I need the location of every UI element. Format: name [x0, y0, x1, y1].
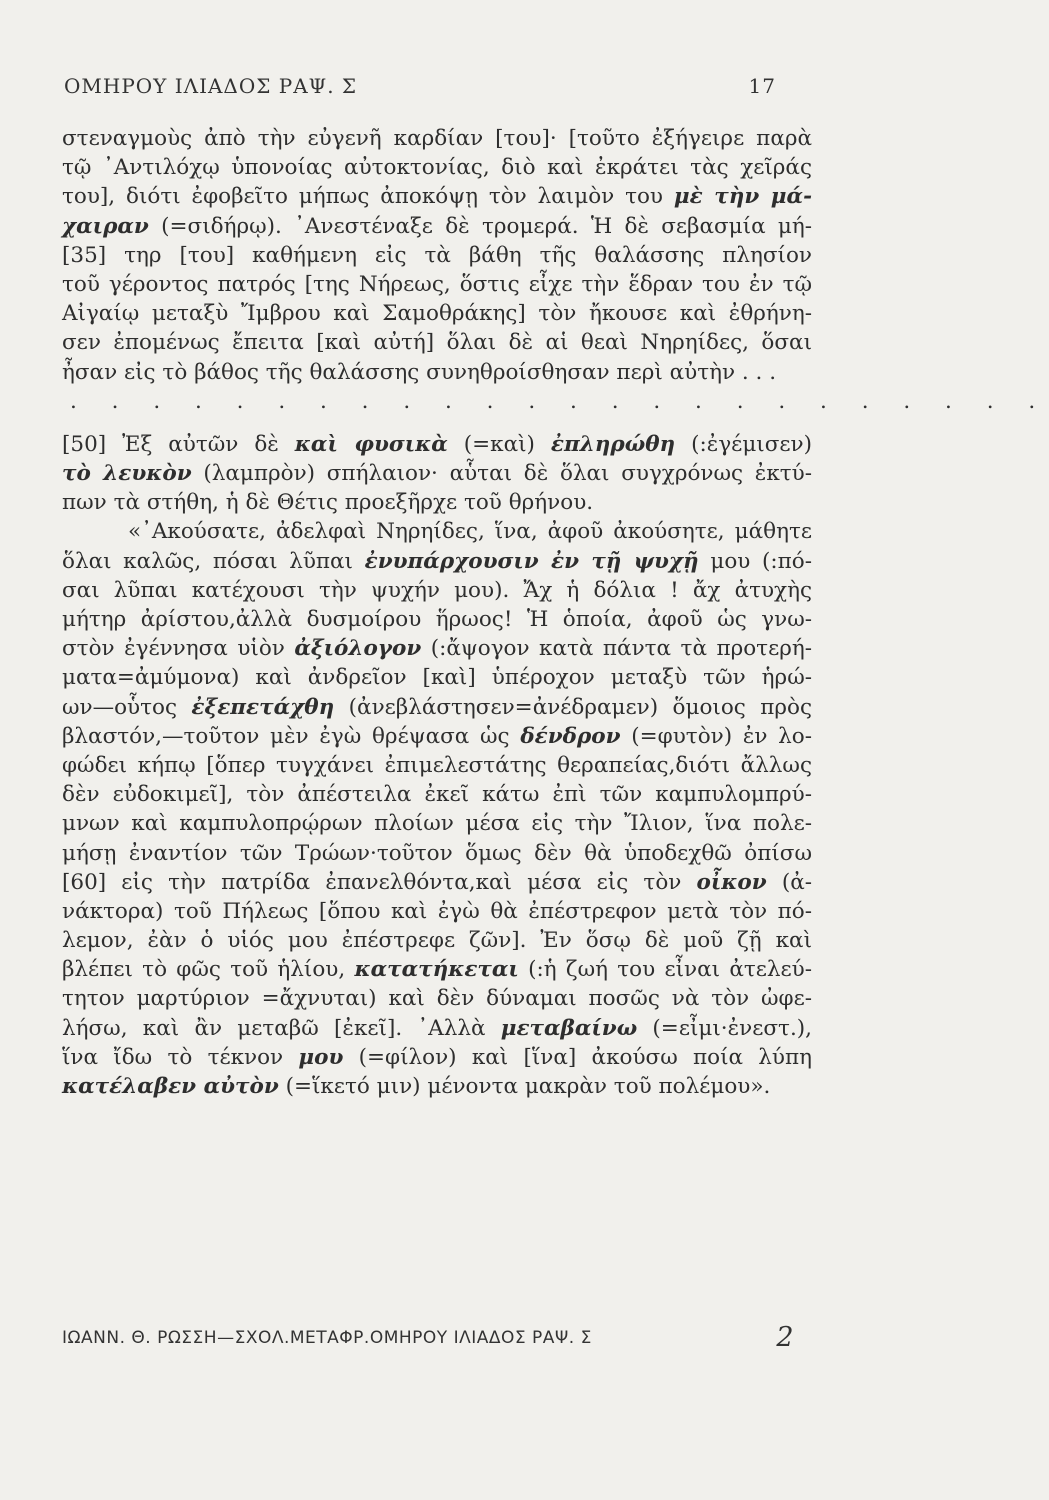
text-line [62, 693, 812, 722]
text-line [62, 358, 812, 387]
text-run: νάκτορα) τοῦ Πήλεως [ὅπου καὶ ἐγὼ θὰ ἐπέστρεφον μετὰ τὸν πό- [62, 898, 812, 924]
text-run: [50] Ἐξ αὐτῶν δὲ [62, 431, 295, 457]
text-run: (:ἄψογον κατὰ πάντα τὰ προτερή- [421, 636, 813, 662]
text-run: μνων καὶ καμπυλοπρῴρων πλοίων μέσα εἰς τὴν Ἴλιον, ἵνα πολε- [62, 811, 812, 837]
text-line [62, 517, 812, 546]
text-run: ἵνα ἴδω τὸ τέκνον [62, 1044, 299, 1070]
text-run: [60] εἰς τὴν πατρίδα ἐπανελθόντα,καὶ μέσα εἰς τὸν [62, 869, 697, 895]
text-line [62, 984, 812, 1013]
page-number: 17 [748, 74, 776, 98]
footer-text: ΙΩΑΝΝ. Θ. ΡΩΣΣΗ—ΣΧΟΛ.ΜΕΤΑΦΡ.ΟΜΗΡΟΥ ΙΛΙΑΔΟΣ ΡΑΨ. Σ [62, 1328, 592, 1348]
text-run: (ἀνεβλάστησεν=ἀνέδραμεν) ὅμοιος πρὸς [334, 694, 812, 720]
text-line [62, 153, 812, 182]
text-line [62, 328, 812, 357]
text-run: (=εἶμι·ἐνεστ.), [637, 1015, 813, 1041]
text-run: ὅλαι καλῶς, πόσαι λῦπαι [62, 548, 365, 574]
text-run: λεμον, ἐὰν ὁ υἱός μου ἐπέστρεφε ζῶν]. Ἐν ὅσῳ δὲ μοῦ ζῇ καὶ [62, 928, 812, 954]
signature-mark: 2 [776, 1322, 794, 1353]
text-run: [35] τηρ [του] καθήμενη εἰς τὰ βάθη τῆς θαλάσσης πλησίον [62, 242, 812, 268]
text-line [62, 124, 812, 153]
ellipsis-row: . . . . . . . . . . . . . . . . . . . . . . . . [70, 388, 1049, 414]
header-title: ΟΜΗΡΟΥ ΙΛΙΑΔΟΣ ΡΑΨ. Σ [64, 74, 358, 98]
emphasized-phrase: μὲ τὴν μά- [673, 184, 812, 210]
text-run: μήτηρ ἀρίστου,ἀλλὰ δυσμοίρου ἥρωος! Ἡ ὁποία, ἀφοῦ ὡς γνω- [62, 607, 812, 632]
text-run: (ἀ- [766, 869, 812, 895]
text-line [62, 780, 812, 809]
text-run: «᾿Ακούσατε, ἀδελφαὶ Νηρηίδες, ἵνα, ἀφοῦ ἀκούσητε, μάθητε [128, 519, 812, 545]
text-line [62, 663, 812, 692]
text-line [62, 839, 812, 868]
emphasized-phrase: καὶ φυσικὰ [294, 431, 448, 457]
text-run: (λαμπρὸν) σπήλαιον· αὗται δὲ ὅλαι συγχρόνως ἐκτύ- [191, 461, 812, 487]
text-line [62, 299, 812, 328]
text-run: Αἰγαίῳ μεταξὺ Ἴμβρου καὶ Σαμοθράκης] τὸν ἤκουσε καὶ ἐθρήνη- [62, 301, 812, 327]
signature-footer [62, 1322, 794, 1356]
emphasized-phrase: μεταβαίνω [500, 1015, 638, 1041]
body-text [62, 124, 1049, 1101]
text-run: (:ἡ ζωή του εἶναι ἀτελεύ- [518, 957, 812, 983]
text-line [62, 1043, 812, 1072]
emphasized-phrase: οἶκον [696, 869, 767, 895]
text-line [62, 430, 812, 459]
text-line [62, 1014, 812, 1043]
text-run: βλέπει τὸ φῶς τοῦ ἡλίου, [62, 957, 355, 983]
text-line [62, 868, 812, 897]
text-line [62, 547, 812, 576]
text-run: στεναγμοὺς ἀπὸ τὴν εὐγενῆ καρδίαν [του]· [τοῦτο ἐξήγειρε παρὰ [62, 126, 812, 151]
text-line [62, 241, 812, 270]
text-line [62, 459, 812, 488]
text-line [62, 182, 812, 211]
emphasized-phrase: χαιραν [62, 213, 149, 239]
text-line [62, 955, 812, 984]
text-run: (=καὶ) [447, 431, 551, 457]
text-line [62, 634, 812, 663]
text-line [62, 576, 812, 605]
text-run: λήσω, καὶ ἂν μεταβῶ [ἐκεῖ]. ᾿Αλλὰ [62, 1015, 501, 1041]
text-run: ων—οὗτος [62, 694, 192, 720]
text-run: φώδει κήπῳ [ὅπερ τυγχάνει ἐπιμελεστάτης θεραπείας,διότι ἄλλως [62, 752, 812, 778]
text-run: ματα=ἀμύμονα) καὶ ἀνδρεῖον [καὶ] ὑπέροχον μεταξὺ τῶν ἡρώ- [62, 665, 812, 691]
text-run: σεν ἐπομένως ἔπειτα [καὶ αὐτή] ὅλαι δὲ αἱ θεαὶ Νηρηίδες, ὅσαι [62, 330, 812, 356]
text-line [62, 1072, 812, 1101]
text-run: πων τὰ στήθη, ἡ δὲ Θέτις προεξῆρχε τοῦ θρήνου. [62, 490, 594, 516]
emphasized-phrase: κατέλαβεν αὐτὸν [62, 1074, 279, 1099]
text-run: δὲν εὐδοκιμεῖ], τὸν ἀπέστειλα ἐκεῖ κάτω ἐπὶ τῶν καμπυλομπρύ- [62, 782, 812, 808]
text-line [62, 751, 812, 780]
text-line [62, 212, 812, 241]
text-run: μήσῃ ἐναντίον τῶν Τρώων·τοῦτον ὅμως δὲν θὰ ὑποδεχθῶ ὀπίσω [62, 840, 812, 866]
text-run: (=φυτὸν) ἐν λο- [620, 723, 812, 749]
emphasized-phrase: μου [298, 1044, 344, 1070]
emphasized-phrase: ἐνυπάρχουσιν ἐν τῇ ψυχῇ [364, 548, 699, 574]
text-run: τῷ ᾿Αντιλόχῳ ὑπονοίας αὐτοκτονίας, διὸ καὶ ἐκράτει τὰς χεῖράς [62, 155, 812, 181]
text-line [62, 488, 812, 517]
text-run: τητον μαρτύριον =ἄχνυται) καὶ δὲν δύναμαι ποσῶς νὰ τὸν ὠφε- [62, 986, 812, 1012]
paragraph-gap [62, 416, 812, 430]
text-run: στὸν ἐγέννησα υἱὸν [62, 636, 295, 662]
text-run: (=σιδήρῳ). ᾿Ανεστέναξε δὲ τρομερά. Ἡ δὲ σεβασμία μή- [148, 213, 812, 239]
text-line [62, 926, 812, 955]
text-run: (=ἵκετό μιν) μένοντα μακρὰν τοῦ πολέμου». [278, 1074, 771, 1099]
text-run: του], διότι ἐφοβεῖτο μήπως ἀποκόψῃ τὸν λαιμὸν του [62, 184, 674, 210]
emphasized-phrase: κατατήκεται [354, 957, 519, 983]
text-line [62, 809, 812, 838]
text-run: (=φίλον) καὶ [ἵνα] ἀκούσω ποία λύπη [343, 1044, 812, 1070]
emphasized-phrase: ἐπληρώθη [550, 431, 676, 457]
text-line [62, 270, 812, 299]
emphasized-phrase: ἐξεπετάχθη [191, 694, 335, 720]
running-header [64, 74, 776, 106]
text-run: (:ἐγέμισεν) [675, 431, 812, 457]
text-line [62, 605, 812, 634]
text-run: μου (:πό- [698, 548, 812, 574]
text-run: σαι λῦπαι κατέχουσι τὴν ψυχήν μου). Ἄχ ἡ δόλια ! ἄχ ἀτυχὴς [62, 577, 812, 603]
emphasized-phrase: δένδρον [520, 723, 621, 749]
text-run: τοῦ γέροντος πατρός [της Νήρεως, ὅστις εἶχε τὴν ἕδραν του ἐν τῷ [62, 271, 812, 297]
text-run: ἦσαν εἰς τὸ βάθος τῆς θαλάσσης συνηθροίσθησαν περὶ αὐτὴν . . . [62, 359, 777, 385]
emphasized-phrase: ἀξιόλογον [294, 636, 422, 662]
text-line [62, 897, 812, 926]
text-run: βλαστόν,—τοῦτον μὲν ἐγὼ θρέψασα ὡς [62, 723, 521, 749]
text-line [62, 722, 812, 751]
emphasized-phrase: τὸ λευκὸν [62, 461, 192, 487]
